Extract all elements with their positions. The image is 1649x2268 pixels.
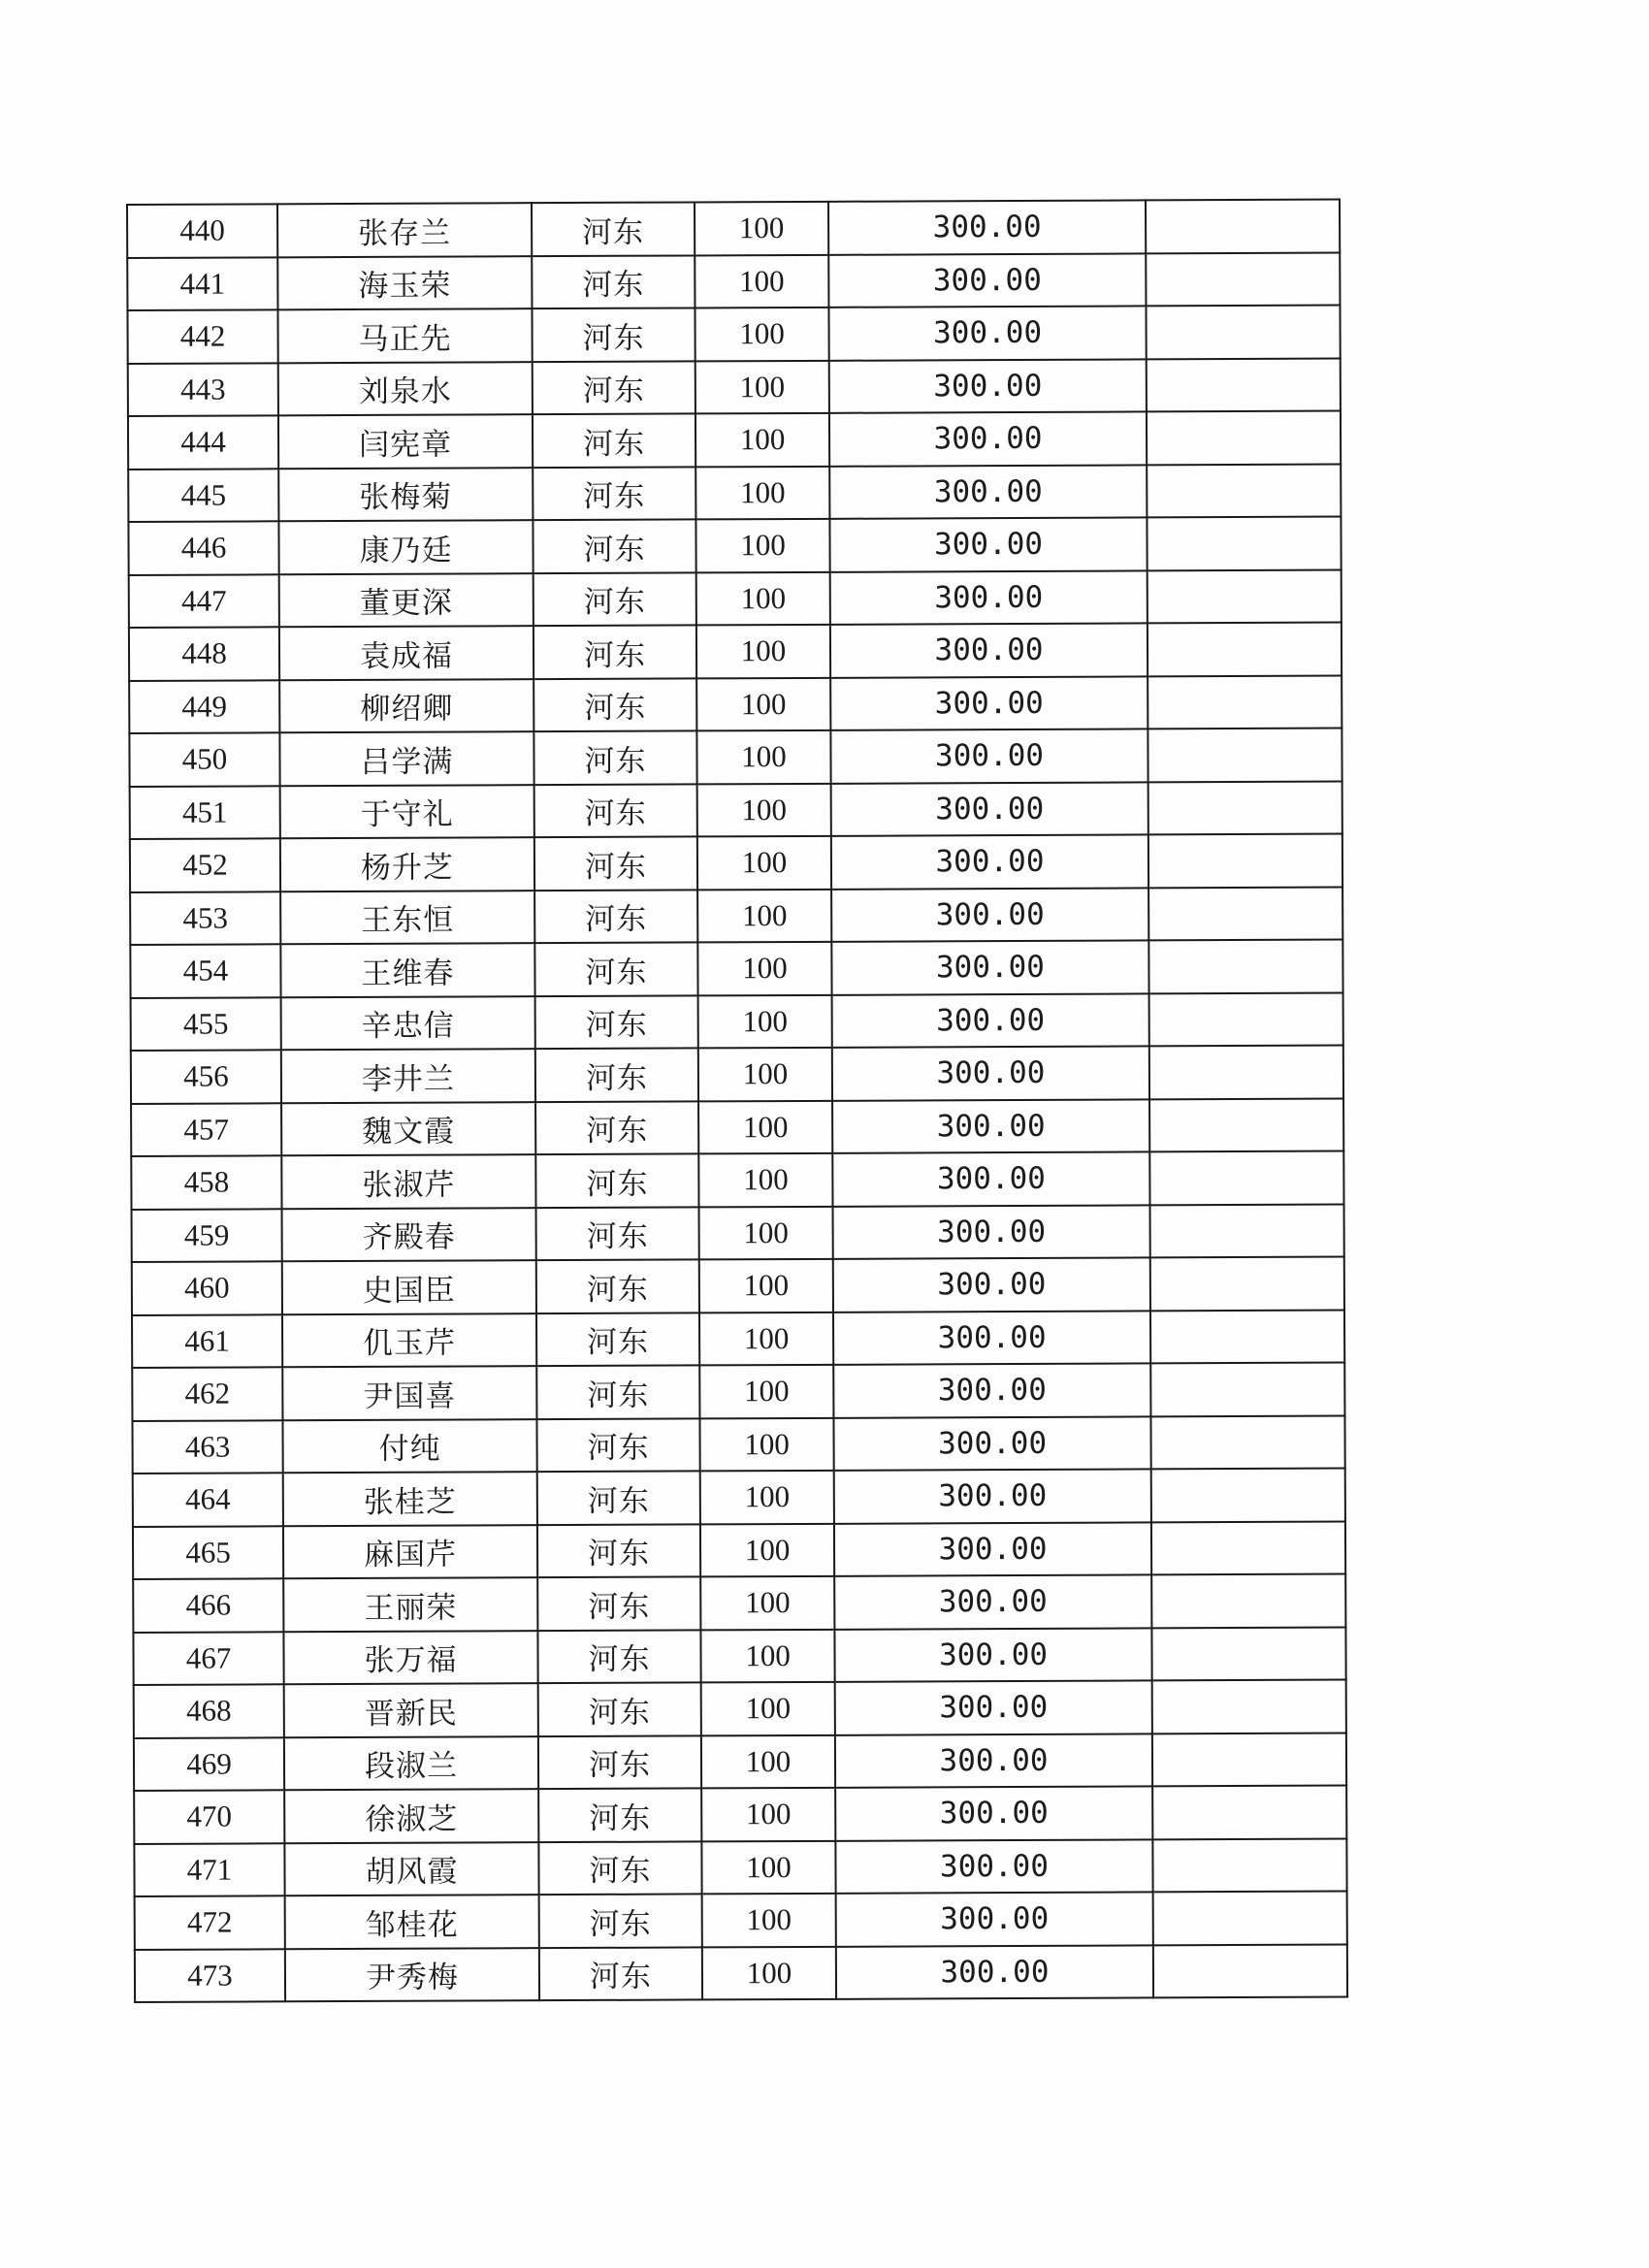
remark-cell: [1147, 517, 1341, 570]
table-row: [128, 464, 1341, 522]
area-cell: 河东: [537, 1471, 700, 1524]
amount-cell: 300.00: [832, 1151, 1149, 1206]
row-number-cell: 448: [129, 627, 279, 680]
area-cell: 河东: [532, 308, 695, 361]
name-cell: 尹国喜: [282, 1366, 536, 1420]
remark-cell: [1148, 887, 1342, 940]
amount-cell: 300.00: [834, 1469, 1151, 1523]
table-row: [134, 1838, 1346, 1896]
quantity-cell: 100: [699, 1417, 833, 1471]
table-row: [134, 1786, 1346, 1844]
name-cell: 康乃廷: [278, 520, 533, 574]
amount-cell: 300.00: [833, 1363, 1150, 1417]
remark-cell: [1146, 200, 1340, 253]
roster-table-wrapper: [126, 204, 1339, 2003]
quantity-cell: 100: [698, 1153, 832, 1207]
quantity-cell: 100: [699, 1365, 833, 1418]
row-number-cell: 465: [133, 1526, 283, 1579]
name-cell: 李井兰: [281, 1049, 535, 1103]
name-cell: 张桂芝: [283, 1472, 537, 1526]
amount-cell: 300.00: [833, 1205, 1150, 1259]
area-cell: 河东: [532, 255, 695, 308]
amount-cell: 300.00: [829, 465, 1147, 519]
remark-cell: [1150, 1257, 1344, 1311]
quantity-cell: 100: [699, 1312, 833, 1365]
area-cell: 河东: [538, 1682, 701, 1735]
table-row: [132, 1204, 1344, 1262]
table-row: [132, 1257, 1344, 1315]
amount-cell: 300.00: [830, 570, 1148, 625]
quantity-cell: 100: [700, 1629, 834, 1682]
name-cell: 张梅菊: [278, 468, 533, 522]
amount-cell: 300.00: [829, 517, 1147, 571]
name-cell: 袁成福: [279, 626, 534, 680]
amount-cell: 300.00: [828, 200, 1146, 254]
remark-cell: [1151, 1521, 1345, 1574]
table-row: [127, 252, 1340, 310]
quantity-cell: 100: [695, 360, 829, 413]
table-row: [133, 1574, 1345, 1633]
row-number-cell: 468: [134, 1684, 284, 1737]
area-cell: 河东: [534, 942, 697, 995]
amount-cell: 300.00: [831, 782, 1148, 836]
name-cell: 于守礼: [280, 785, 534, 839]
quantity-cell: 100: [696, 677, 830, 730]
table-row: [128, 411, 1341, 470]
table-row: [131, 1046, 1343, 1104]
remark-cell: [1150, 1363, 1344, 1416]
remark-cell: [1149, 1046, 1343, 1099]
amount-cell: 300.00: [830, 623, 1148, 677]
remark-cell: [1152, 1838, 1346, 1892]
amount-cell: 300.00: [834, 1628, 1151, 1682]
amount-cell: 300.00: [829, 359, 1147, 413]
remark-cell: [1148, 940, 1342, 993]
area-cell: 河东: [537, 1630, 700, 1683]
amount-cell: 300.00: [835, 1786, 1152, 1840]
amount-cell: 300.00: [832, 993, 1149, 1048]
table-row: [129, 569, 1342, 628]
remark-cell: [1151, 1627, 1345, 1680]
amount-cell: 300.00: [836, 1892, 1153, 1946]
table-row: [130, 781, 1342, 839]
amount-cell: 300.00: [836, 1945, 1153, 1999]
row-number-cell: 450: [129, 732, 279, 786]
area-cell: 河东: [534, 572, 696, 626]
table-row: [132, 1415, 1344, 1474]
area-cell: 河东: [535, 1153, 698, 1207]
remark-cell: [1150, 1415, 1344, 1469]
quantity-cell: 100: [701, 1682, 835, 1735]
quantity-cell: 100: [698, 1100, 832, 1153]
name-cell: 徐淑芝: [284, 1789, 538, 1843]
remark-cell: [1146, 252, 1340, 306]
area-cell: 河东: [538, 1841, 701, 1895]
quantity-cell: 100: [702, 1894, 836, 1947]
table-row: [132, 1363, 1344, 1421]
remark-cell: [1148, 834, 1342, 888]
area-cell: 河东: [534, 678, 696, 731]
amount-cell: 300.00: [835, 1839, 1152, 1894]
row-number-cell: 467: [133, 1632, 283, 1685]
name-cell: 柳绍卿: [279, 679, 534, 733]
remark-cell: [1149, 1098, 1343, 1151]
name-cell: 麻国芹: [283, 1525, 537, 1579]
table-row: [133, 1469, 1345, 1527]
name-cell: 张万福: [283, 1631, 537, 1685]
table-row: [133, 1521, 1345, 1579]
table-row: [131, 1151, 1343, 1210]
row-number-cell: 442: [127, 309, 277, 363]
name-cell: 邹桂花: [285, 1895, 539, 1949]
amount-cell: 300.00: [833, 1416, 1150, 1471]
amount-cell: 300.00: [834, 1574, 1151, 1629]
amount-cell: 300.00: [832, 1099, 1149, 1153]
area-cell: 河东: [536, 1312, 699, 1366]
quantity-cell: 100: [696, 571, 830, 625]
row-number-cell: 451: [130, 786, 280, 839]
remark-cell: [1153, 1892, 1347, 1945]
table-row: [135, 1892, 1347, 1950]
area-cell: 河东: [538, 1788, 701, 1841]
amount-cell: 300.00: [830, 676, 1148, 730]
area-cell: 河东: [533, 361, 695, 414]
table-row: [132, 1310, 1344, 1368]
row-number-cell: 455: [131, 997, 281, 1051]
table-row: [127, 306, 1340, 364]
name-cell: 海玉荣: [277, 256, 532, 310]
name-cell: 付纯: [282, 1419, 536, 1474]
table-row: [134, 1680, 1346, 1738]
row-number-cell: 464: [133, 1473, 283, 1526]
quantity-cell: 100: [695, 308, 828, 361]
remark-cell: [1148, 781, 1342, 834]
row-number-cell: 466: [133, 1578, 283, 1632]
remark-cell: [1149, 992, 1343, 1046]
quantity-cell: 100: [697, 889, 831, 942]
quantity-cell: 100: [698, 994, 832, 1048]
row-number-cell: 473: [135, 1949, 285, 2002]
roster-table: [126, 199, 1348, 2003]
remark-cell: [1148, 623, 1342, 676]
area-cell: 河东: [533, 519, 695, 572]
remark-cell: [1148, 675, 1342, 729]
name-cell: 晋新民: [284, 1683, 538, 1737]
row-number-cell: 463: [132, 1420, 282, 1474]
amount-cell: 300.00: [835, 1680, 1152, 1734]
amount-cell: 300.00: [832, 1046, 1149, 1100]
name-cell: 董更深: [279, 573, 534, 628]
name-cell: 魏文霞: [281, 1102, 535, 1156]
remark-cell: [1152, 1733, 1346, 1786]
remark-cell: [1148, 729, 1342, 782]
area-cell: 河东: [532, 202, 695, 255]
area-cell: 河东: [536, 1418, 699, 1472]
table-row: [129, 623, 1342, 681]
remark-cell: [1151, 1574, 1345, 1628]
remark-cell: [1147, 358, 1341, 411]
table-row: [128, 358, 1341, 416]
table-row: [133, 1627, 1345, 1685]
row-number-cell: 454: [130, 944, 280, 997]
name-cell: 齐殿春: [282, 1208, 536, 1262]
remark-cell: [1147, 411, 1341, 465]
name-cell: 闫宪章: [278, 414, 533, 469]
row-number-cell: 440: [127, 204, 277, 257]
row-number-cell: 461: [132, 1314, 282, 1368]
row-number-cell: 470: [134, 1790, 284, 1843]
quantity-cell: 100: [695, 202, 828, 255]
area-cell: 河东: [535, 995, 698, 1049]
roster-table-body: [127, 200, 1347, 2002]
table-row: [135, 1944, 1347, 2002]
name-cell: 刘泉水: [278, 362, 533, 416]
remark-cell: [1150, 1310, 1344, 1363]
row-number-cell: 462: [132, 1367, 282, 1420]
table-row: [131, 1098, 1343, 1156]
area-cell: 河东: [534, 836, 697, 890]
row-number-cell: 453: [130, 891, 280, 945]
row-number-cell: 469: [134, 1737, 284, 1791]
row-number-cell: 452: [130, 838, 280, 891]
area-cell: 河东: [535, 1048, 698, 1101]
area-cell: 河东: [534, 730, 696, 784]
table-row: [131, 992, 1343, 1051]
quantity-cell: 100: [695, 413, 829, 467]
remark-cell: [1149, 1151, 1343, 1205]
quantity-cell: 100: [696, 730, 830, 784]
row-number-cell: 441: [127, 257, 277, 310]
name-cell: 张存兰: [277, 203, 532, 257]
row-number-cell: 447: [129, 574, 279, 628]
area-cell: 河东: [534, 784, 697, 837]
row-number-cell: 460: [132, 1261, 282, 1314]
name-cell: 段淑兰: [284, 1736, 538, 1791]
remark-cell: [1146, 306, 1340, 359]
area-cell: 河东: [534, 625, 696, 678]
name-cell: 尹秀梅: [285, 1948, 539, 2002]
row-number-cell: 457: [131, 1103, 281, 1156]
quantity-cell: 100: [695, 466, 829, 519]
table-row: [130, 834, 1342, 892]
remark-cell: [1147, 464, 1341, 517]
row-number-cell: 444: [128, 415, 278, 469]
row-number-cell: 445: [128, 469, 278, 522]
area-cell: 河东: [538, 1735, 701, 1789]
quantity-cell: 100: [696, 625, 830, 678]
table-row: [130, 887, 1342, 945]
table-row: [134, 1733, 1346, 1791]
name-cell: 仉玉芹: [282, 1313, 536, 1368]
quantity-cell: 100: [699, 1259, 833, 1312]
quantity-cell: 100: [700, 1576, 834, 1630]
table-row: [130, 940, 1342, 998]
row-number-cell: 459: [132, 1209, 282, 1262]
row-number-cell: 446: [128, 521, 278, 574]
area-cell: 河东: [536, 1365, 699, 1418]
row-number-cell: 458: [131, 1155, 281, 1209]
table-row: [129, 729, 1342, 787]
row-number-cell: 471: [134, 1843, 284, 1896]
name-cell: 吕学满: [279, 731, 534, 786]
quantity-cell: 100: [697, 942, 831, 995]
quantity-cell: 100: [697, 836, 831, 890]
quantity-cell: 100: [700, 1471, 834, 1524]
area-cell: 河东: [535, 1101, 698, 1154]
name-cell: 胡风霞: [284, 1842, 538, 1896]
quantity-cell: 100: [697, 783, 831, 836]
area-cell: 河东: [533, 413, 695, 467]
area-cell: 河东: [537, 1524, 700, 1577]
name-cell: 王东恒: [280, 891, 534, 945]
quantity-cell: 100: [701, 1788, 835, 1841]
quantity-cell: 100: [695, 519, 829, 572]
name-cell: 辛忠信: [281, 996, 535, 1051]
table-row: [128, 517, 1341, 575]
row-number-cell: 456: [131, 1050, 281, 1103]
amount-cell: 300.00: [828, 306, 1146, 360]
name-cell: 王丽荣: [283, 1577, 537, 1632]
area-cell: 河东: [536, 1207, 699, 1260]
amount-cell: 300.00: [829, 411, 1147, 466]
remark-cell: [1151, 1469, 1345, 1522]
amount-cell: 300.00: [833, 1257, 1150, 1312]
remark-cell: [1150, 1204, 1344, 1257]
name-cell: 杨升芝: [280, 837, 534, 891]
amount-cell: 300.00: [834, 1522, 1151, 1576]
name-cell: 王维春: [280, 943, 534, 997]
quantity-cell: 100: [699, 1206, 833, 1259]
area-cell: 河东: [537, 1576, 700, 1630]
area-cell: 河东: [539, 1947, 702, 2000]
amount-cell: 300.00: [835, 1733, 1152, 1788]
amount-cell: 300.00: [831, 888, 1148, 942]
remark-cell: [1152, 1786, 1346, 1839]
area-cell: 河东: [539, 1894, 702, 1947]
quantity-cell: 100: [700, 1523, 834, 1576]
quantity-cell: 100: [702, 1946, 836, 1999]
amount-cell: 300.00: [831, 940, 1148, 994]
remark-cell: [1152, 1680, 1346, 1733]
amount-cell: 300.00: [833, 1311, 1150, 1365]
name-cell: 张淑芹: [281, 1154, 535, 1209]
quantity-cell: 100: [701, 1840, 835, 1894]
remark-cell: [1148, 569, 1342, 623]
name-cell: 史国臣: [282, 1260, 536, 1314]
row-number-cell: 443: [128, 363, 278, 416]
amount-cell: 300.00: [828, 253, 1146, 308]
area-cell: 河东: [536, 1259, 699, 1312]
table-row: [129, 675, 1342, 733]
amount-cell: 300.00: [830, 729, 1148, 783]
area-cell: 河东: [533, 467, 695, 520]
table-row: [127, 200, 1340, 258]
remark-cell: [1153, 1944, 1347, 1997]
area-cell: 河东: [534, 890, 697, 943]
row-number-cell: 472: [135, 1895, 285, 1949]
amount-cell: 300.00: [831, 834, 1148, 889]
quantity-cell: 100: [701, 1734, 835, 1788]
name-cell: 马正先: [277, 308, 532, 363]
quantity-cell: 100: [698, 1048, 832, 1101]
row-number-cell: 449: [129, 680, 279, 733]
quantity-cell: 100: [695, 254, 828, 308]
